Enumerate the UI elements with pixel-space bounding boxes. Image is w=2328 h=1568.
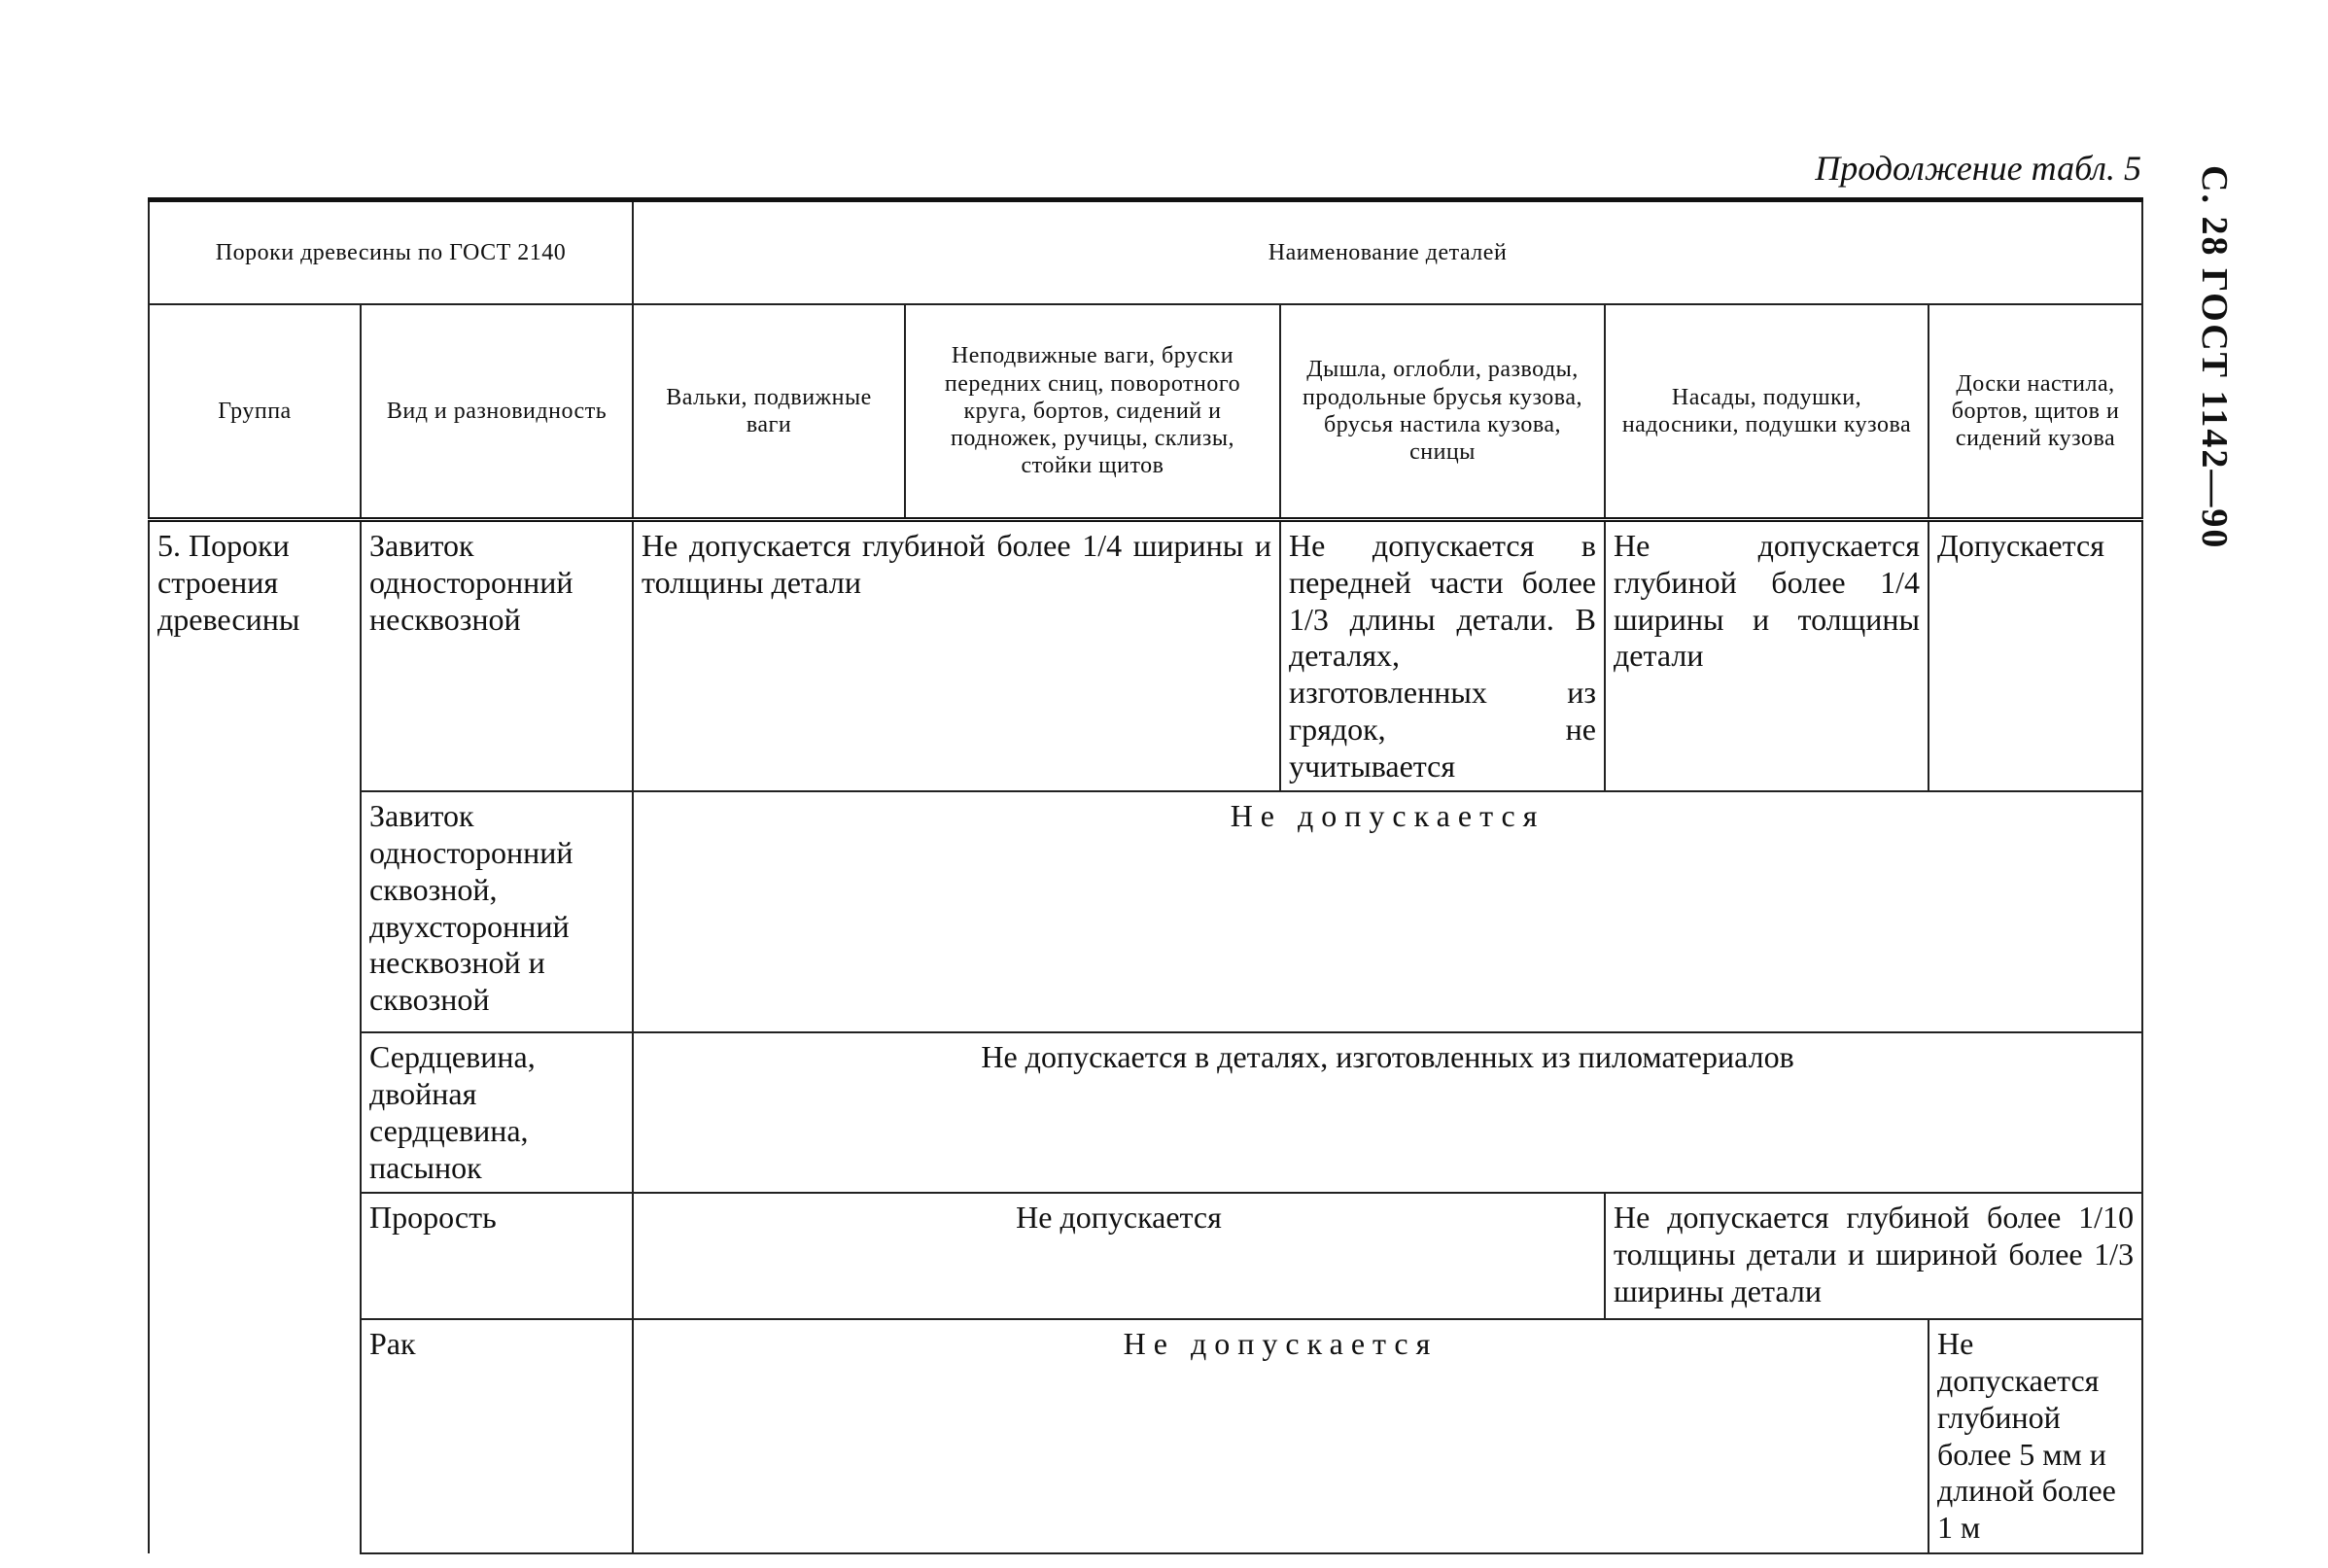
row4-c123: Не допускается bbox=[633, 1193, 1605, 1319]
row4-kind: Прорость bbox=[361, 1193, 633, 1319]
row5-c5: Не допускается глубиной более 5 мм и длиной более 1 м bbox=[1928, 1319, 2142, 1553]
row5-kind: Рак bbox=[361, 1319, 633, 1553]
row4-c45: Не допускается глубиной более 1/10 толщины детали и шириной более 1/3 ширины детали bbox=[1605, 1193, 2142, 1319]
header-col1: Вальки, подвижные ваги bbox=[633, 304, 905, 520]
header-col4: Насады, подушки, надосники, подушки кузова bbox=[1605, 304, 1928, 520]
row1-c3: Не допускается в передней части более 1/3 длины детали. В деталях, изготовленных из грядок, не учитывается bbox=[1280, 520, 1605, 792]
table-row bbox=[149, 1193, 2142, 1319]
page-side-label: С. 28 ГОСТ 1142—90 bbox=[2194, 165, 2235, 550]
table-continuation-header: Продолжение табл. 5 bbox=[1815, 149, 2141, 188]
header-col3: Дышла, оглобли, разводы, продольные брусья кузова, брусья настила кузова, сницы bbox=[1280, 304, 1605, 520]
table-row bbox=[149, 791, 2142, 1032]
header-parts-name: Наименование деталей bbox=[633, 200, 2142, 305]
table-row bbox=[149, 1319, 2142, 1553]
table-row bbox=[149, 520, 2142, 792]
row1-kind: Завиток односторонний несквозной bbox=[361, 520, 633, 792]
header-kind: Вид и разновидность bbox=[361, 304, 633, 520]
defects-table bbox=[148, 197, 2143, 1554]
row1-c4: Не допускается глубиной более 1/4 ширины и толщины детали bbox=[1605, 520, 1928, 792]
header-col2: Неподвижные ваги, бруски передних сниц, поворотного круга, бортов, сидений и подножек, ручицы, склизы, стойки щитов bbox=[905, 304, 1280, 520]
row1-c12: Не допускается глубиной более 1/4 ширины и толщины детали bbox=[633, 520, 1280, 792]
table-row bbox=[149, 1032, 2142, 1193]
row2-all: Не допускается bbox=[633, 791, 2142, 1032]
row5-c1234: Не допускается bbox=[633, 1319, 1928, 1553]
row3-kind: Сердцевина, двойная сердцевина, пасынок bbox=[361, 1032, 633, 1193]
defect-group: 5. Пороки строения древесины bbox=[149, 520, 361, 1553]
row2-kind: Завиток односторонний сквозной, двухсторонний несквозной и сквозной bbox=[361, 791, 633, 1032]
row3-all: Не допускается в деталях, изготовленных из пиломатериалов bbox=[633, 1032, 2142, 1193]
header-col5: Доски настила, бортов, щитов и сидений кузова bbox=[1928, 304, 2142, 520]
header-defects: Пороки древесины по ГОСТ 2140 bbox=[149, 200, 633, 305]
header-group: Группа bbox=[149, 304, 361, 520]
row1-c5: Допускается bbox=[1928, 520, 2142, 792]
